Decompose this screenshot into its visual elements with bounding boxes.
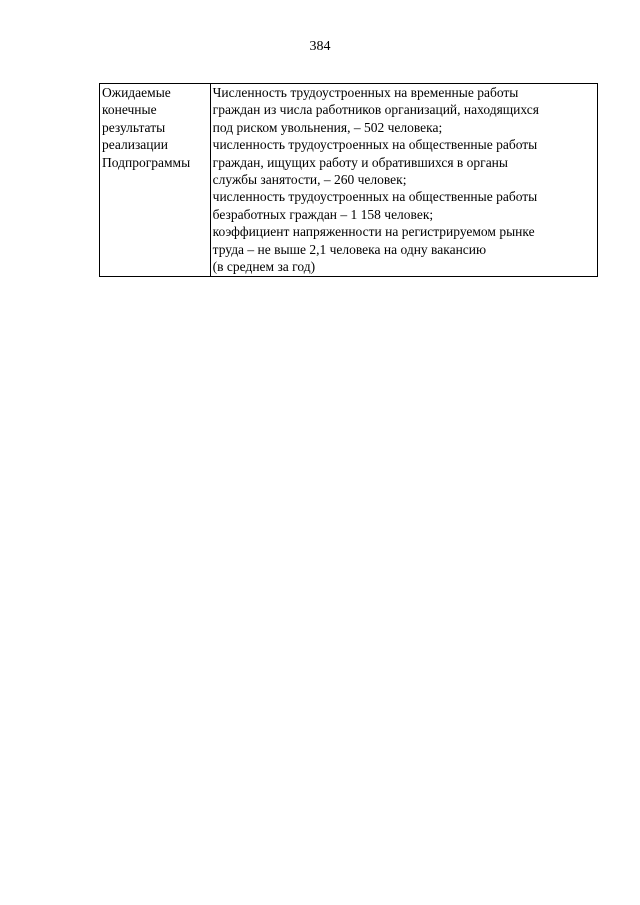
value-line: численность трудоустроенных на общественные работы: [212, 137, 538, 153]
label-line: Подпрограммы: [102, 154, 191, 170]
value-line: (в среднем за год): [212, 259, 316, 275]
results-table: [99, 83, 598, 277]
value-line: службы занятости, – 260 человек;: [212, 172, 407, 188]
page-number: 384: [309, 39, 331, 54]
label-line: результаты: [102, 119, 166, 135]
value-line: коэффициент напряженности на регистрируемом рынке: [212, 224, 535, 240]
label-cell: [100, 84, 211, 277]
label-line: конечные: [102, 102, 157, 118]
value-line: под риском увольнения, – 502 человека;: [212, 119, 443, 135]
label-line: реализации: [102, 137, 168, 153]
table-row: [100, 84, 598, 277]
value-line: граждан из числа работников организаций, находящихся: [212, 102, 539, 118]
label-line: Ожидаемые: [102, 85, 171, 100]
value-line: граждан, ищущих работу и обратившихся в органы: [212, 154, 508, 170]
value-line: труда – не выше 2,1 человека на одну вакансию: [212, 241, 487, 257]
value-cell: [210, 84, 597, 277]
value-line: Численность трудоустроенных на временные работы: [212, 85, 519, 100]
value-line: безработных граждан – 1 158 человек;: [212, 206, 434, 222]
value-line: численность трудоустроенных на общественные работы: [212, 189, 538, 205]
